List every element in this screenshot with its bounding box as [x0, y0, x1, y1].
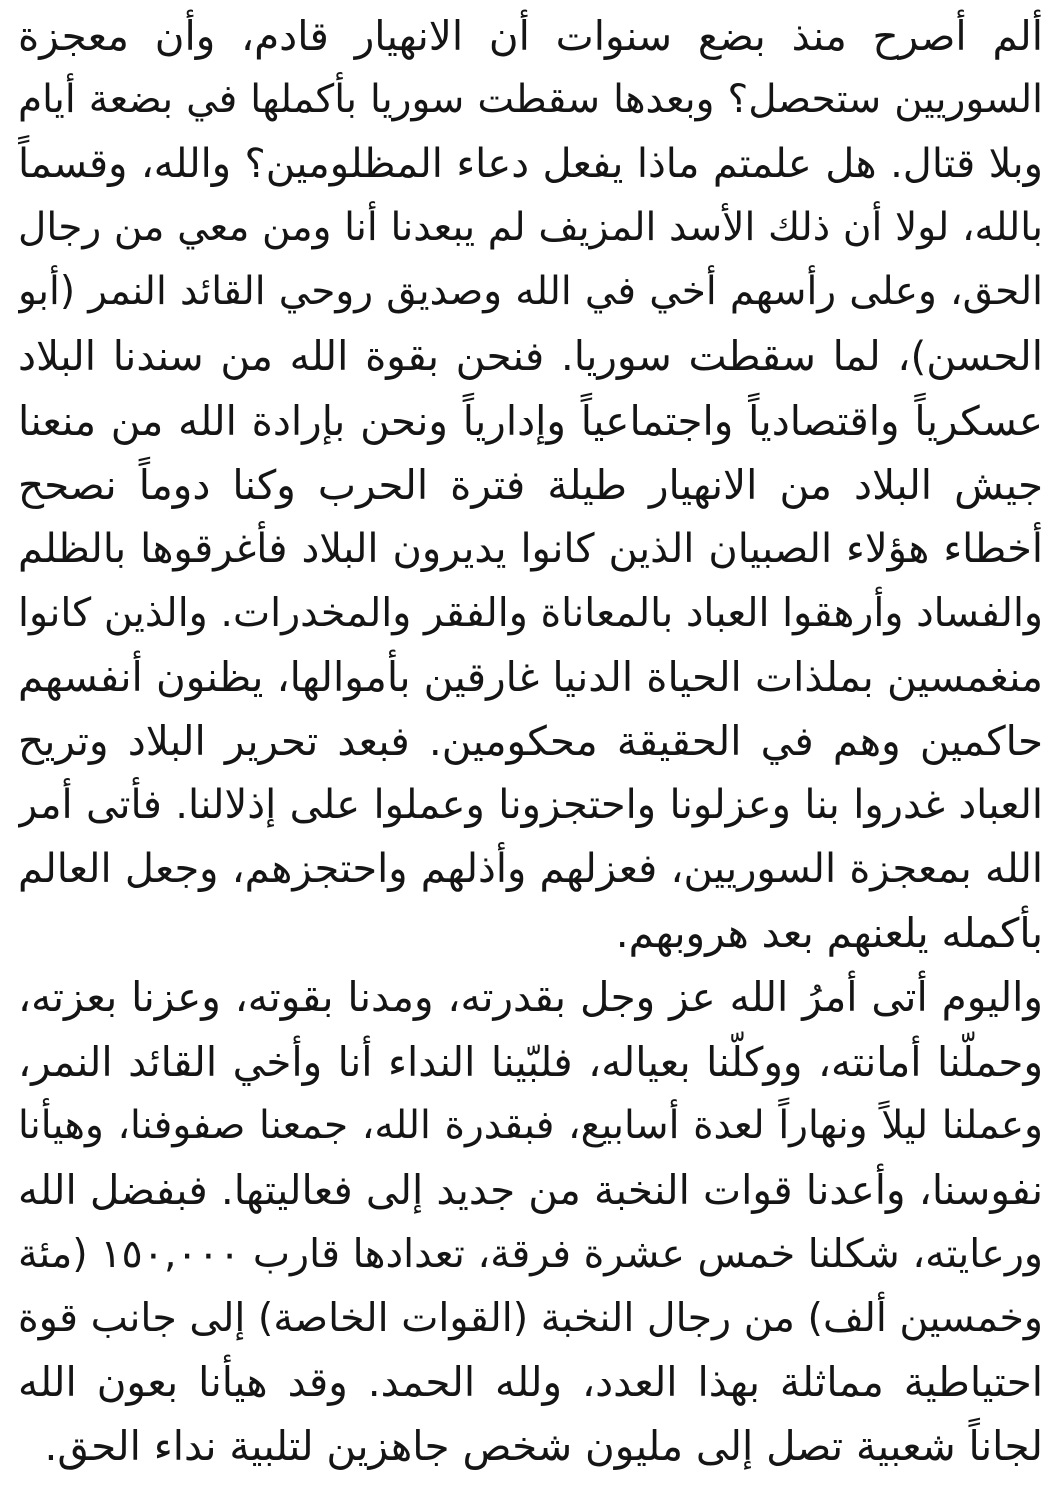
- text-line: السوريين ستحصل؟ وبعدها سقطت سوريا بأكملها في بضعة أيام: [18, 77, 1043, 123]
- paragraph-2: [18, 965, 1043, 1478]
- text-line: نفوسنا، وأعدنا قوات النخبة من جديد إلى فعاليتها. فبفضل الله: [18, 1165, 1043, 1214]
- text-line: جيش البلاد من الانهيار طيلة فترة الحرب وكنا دوماً نصحح: [18, 460, 1043, 509]
- text-line: ورعايته، شكلنا خمس عشرة فرقة، تعدادها قارب ١٥٠,٠٠٠ (مئة: [18, 1230, 1043, 1277]
- text-line: حاكمين وهم في الحقيقة محكومين. فبعد تحرير البلاد وتريح: [18, 717, 1043, 766]
- text-line: ألم أصرح منذ بضع سنوات أن الانهيار قادم، وأن معجزة: [18, 12, 1043, 60]
- text-line: بأكمله يلعنهم بعد هروبهم.: [615, 909, 1043, 958]
- text-line: احتياطية مماثلة بهذا العدد، ولله الحمد. وقد هيأنا بعون الله: [18, 1357, 1043, 1406]
- text-line: منغمسين بملذات الحياة الدنيا غارقين بأموالها، يظنون أنفسهم: [18, 652, 1043, 701]
- text-line: لجاناً شعبية تصل إلى مليون شخص جاهزين لتلبية نداء الحق.: [44, 1422, 1043, 1471]
- text-line: وخمسين ألف) من رجال النخبة (القوات الخاصة) إلى جانب قوة: [18, 1294, 1043, 1341]
- text-line: الله بمعجزة السوريين، فعزلهم وأذلهم واحتجزهم، وجعل العالم: [18, 846, 1043, 893]
- text-line: العباد غدروا بنا وعزلونا واحتجزونا وعملوا على إذلالنا. فأتى أمر: [18, 782, 1043, 829]
- text-line: أخطاء هؤلاء الصبيان الذين كانوا يديرون البلاد فأغرقوها بالظلم: [18, 525, 1043, 572]
- text-line: وعملنا ليلاً ونهاراً لعدة أسابيع، فبقدرة الله، جمعنا صفوفنا، وهيأنا: [18, 1102, 1043, 1148]
- text-line: واليوم أتى أمرُ الله عز وجل بقدرته، ومدنا بقوته، وعزنا بعزته،: [18, 973, 1043, 1022]
- text-line: الحق، وعلى رأسهم أخي في الله وصديق روحي القائد النمر (أبو: [18, 269, 1043, 315]
- text-line: وبلا قتال. هل علمتم ماذا يفعل دعاء المظلومين؟ والله، وقسماً: [18, 141, 1043, 188]
- text-line: وحملّنا أمانته، ووكلّنا بعياله، فلبّينا النداء أنا وأخي القائد النمر،: [18, 1037, 1043, 1086]
- text-line: والفساد وأرهقوا العباد بالمعاناة والفقر والمخدرات. والذين كانوا: [18, 589, 1043, 636]
- text-line: بالله، لولا أن ذلك الأسد المزيف لم يبعدنا أنا ومن معي من رجال: [18, 205, 1043, 251]
- paragraph-1: [18, 4, 1043, 965]
- text-line: عسكرياً واقتصادياً واجتماعياً وإدارياً ونحن بإرادة الله من منعنا: [18, 396, 1043, 445]
- text-line: الحسن)، لما سقطت سوريا. فنحن بقوة الله من سندنا البلاد: [18, 332, 1043, 381]
